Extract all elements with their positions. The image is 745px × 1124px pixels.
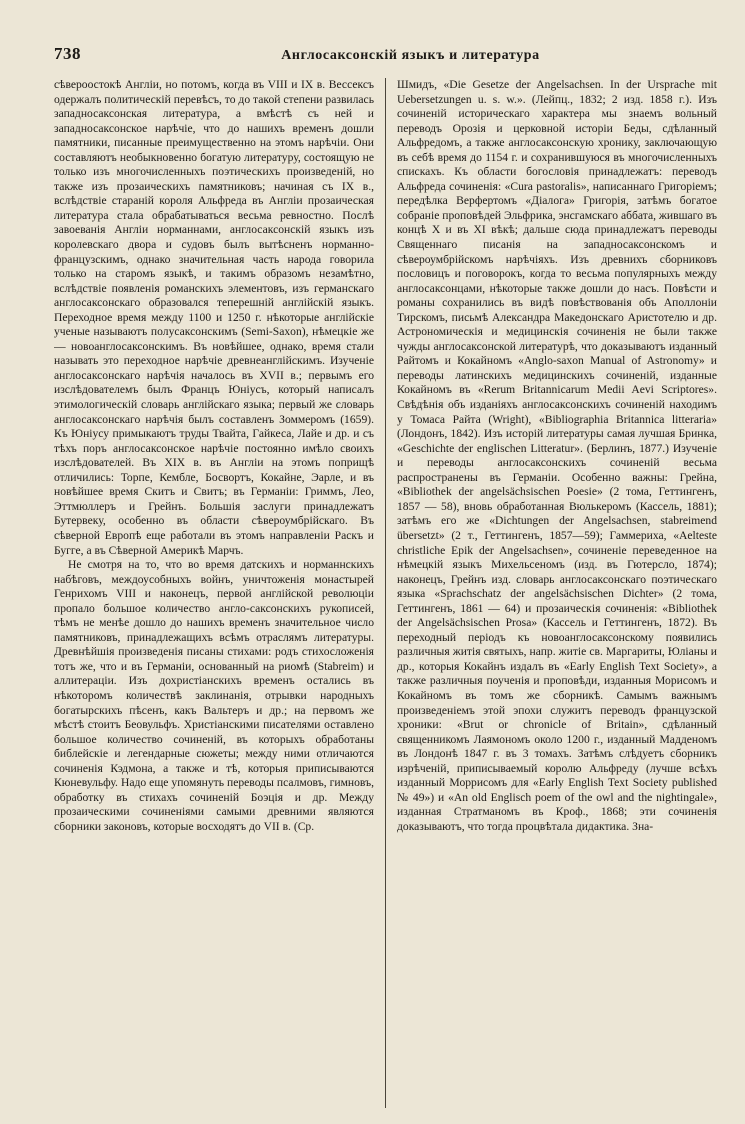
paragraph: сѣвероостокѣ Англіи, но потомъ, когда въ VIII и IX в. Вессексъ одержалъ политическій перевѣсъ, то до такой степени развилась западносаксонская литература, а вмѣстѣ съ ней и западносаксонское нарѣчіе, что до нашихъ временъ дошли памятники, писанные преимущественно на этомъ нарѣчіи. Они составляютъ необыкновенно богатую литературу, состоящую не только изъ многочисленныхъ поэтическихъ произведеній, но также изъ прозаическихъ памятниковъ; начиная съ IX в., вслѣдствіе стараній короля Альфреда въ Англіи прозаическая литература стала обрабатываться весьма ревностно. Послѣ завоеванія Англіи норманнами, англосаксонскій языкъ изъ королевскаго двора и судовъ былъ вытѣсненъ норманно-французскимъ, однако значительная часть народа говорила только на старомъ языкѣ, и такимъ образомъ незамѣтно, вслѣдствіе появленія романскихъ элементовъ, изъ германскаго англосаксонскаго образовался теперешній англійскій языкъ. Переходное время между 1100 и 1250 г. нѣкоторые англійскіе ученые называютъ полусаксонскимъ (Semi-Saxon), нѣмецкіе же — новоанглосаксонскимъ. Въ новѣйшее, однако, время стали называть это переходное нарѣчіе древнеанглійскимъ. Изученіе англосаксонскаго нарѣчія началось въ XVII в.; первымъ его изслѣдователемъ былъ Францъ Юніусъ, который написалъ этимологическій словарь англійскаго языка; первый же словарь англосаксонскаго нарѣчія былъ составленъ Зоммеромъ (1659). Къ Юніусу примыкаютъ труды Твайта, Гайкеса, Лайе и др. и съ тѣхъ поръ англосаксонское нарѣчіе постоянно имѣло своихъ изслѣдователей. Въ XIX в. въ Англіи на этомъ поприщѣ отличились: Торпе, Кембле, Босвортъ, Кокайне, Эарле, и въ новѣйшее время Скитъ и Свитъ; въ Германіи: Гриммъ, Лео, Эттмюллеръ и Грейнъ. Большія заслуги принадлежатъ Бутервеку, особенно въ области сѣвероумбрійскаго. Въ сѣверной Европѣ еще работали въ этомъ направленіи Раскъ и Бугге, а въ Сѣверной Америкѣ Марчъ. bbox=[54, 78, 374, 557]
column-divider bbox=[385, 78, 386, 1108]
page-number: 738 bbox=[54, 44, 81, 63]
paragraph: Не смотря на то, что во время датскихъ и норманнскихъ набѣговъ, междоусобныхъ войнъ, уничтоженія монастырей Генрихомъ VIII и наконецъ, первой англійской революціи пропало большое количество англо-саксонскихъ рукописей, тѣмъ не менѣе дошло до нашихъ временъ значительное число памятниковъ, принадлежащихъ всѣмъ отраслямъ литературы. Древнѣйшія произведенія писаны стихами: родъ стихосложенія тотъ же, что и въ Германіи, основанный на риомѣ (Stabreim) и аллитераціи. Изъ дохристіанскихъ временъ остались въ нѣкоторомъ количествѣ заклинанія, отрывки народныхъ богатырскихъ пѣсенъ, какъ Вальтеръ и др.; на первомъ же мѣстѣ стоитъ Беовульфъ. Христіанскими писателями оставлено большое количество сочиненій, въ которыхъ обработаны библейскіе и легендарные сюжеты; между ними отличаются сочиненія Кэдмона, а также и тѣ, которыя приписываются Кюневульфу. Надо еще упомянуть переводы псалмовъ, гимновъ, обработку въ стихахъ сочиненій Боэція и др. Между прозаическими сочиненіями самыми древними являются сборники законовъ, которые восходятъ до VII в. (Ср. bbox=[54, 558, 374, 833]
right-column bbox=[397, 78, 717, 1118]
left-column bbox=[54, 78, 374, 1118]
paragraph: Шмидъ, «Die Gesetze der Angelsachsen. In der Ursprache mit Uebersetzungen u. s. w.». (Лейпц., 1832; 2 изд. 1858 г.). Изъ сочиненій историческаго характера мы знаемъ вольный переводъ Орозія и церковной исторіи Беды, сдѣланный Альфредомъ, а также англосаксонскую хронику, заключающую въ себѣ время до 1154 г. и сохранившуюся въ многочисленныхъ спискахъ. Къ области богословія принадлежатъ: переводъ Альфреда сочиненія: «Cura pastoralis», написаннаго Григоріемъ; передѣлка Верфертомъ «Діалога» Григорія, затѣмъ богатое собраніе проповѣдей Эльфрика, энсгамскаго аббата, жившаго въ концѣ X и въ XI вѣкѣ; дальше сюда принадлежатъ переводы Священнаго писанія на западносаксонскомъ и сѣвероумбрійскомъ нарѣчіяхъ. Изъ древнихъ сборниковъ пословицъ и поговорокъ, когда то весьма популярныхъ между англосаксонцами, нѣкоторые также дошли до насъ. Повѣсти и романы сохранились въ видѣ повѣствованія объ Аполлоніи Тирскомъ, письмѣ Александра Македонскаго Аристотелю и др. Астрономическія и медицинскія сочиненія не были также чужды англосаксонской литературѣ, что доказываютъ изданный Райтомъ и Кокайномъ «Anglo-saxon Manual of Astronomy» и переводы латинскихъ медицинскихъ сочиненій, изданные Кокайномъ въ «Rerum Britannicarum Medii Aevi Scriptores». Свѣдѣнія объ изданіяхъ англосаксонскихъ сочиненій находимъ у Томаса Райта (Wright), «Bibliographia Britannica litteraria» (Лондонъ, 1842). Изъ исторій литературы самая лучшая Бринка, «Geschichte der englischen Litteratur». (Берлинъ, 1877.) Изученіе и переводы англосаксонскихъ сочиненій весьма распространены въ Германіи. Особенно важны: Грейна, «Bibliothek der angelsächsischen Poesie» (2 тома, Геттингенъ, 1857 — 58), вновь обработанная Вюлькеромъ (Кассель, 1881); затѣмъ его же «Dichtungen der Angelsachsen, stabreimend übersetzt» (2 т., Геттингенъ, 1857—59); Гаммериха, «Aelteste christliche Epik der Angelsachsen», сочиненіе переведенное на нѣмецкій языкъ Михельсеномъ (изд. въ Гютерсло, 1874); наконецъ, Грейнъ изд. словарь англосаксонскаго поэтическаго языка «Sprachschatz der angelsächsischen Dichter» (2 тома, Геттингенъ, 1861 — 64) и прозаическія сочиненія: «Bibliothek der Angelsächsischen Prosa» (Кассель и Геттингенъ, 1872). Въ переходный періодъ къ новоанглосаксонскому появились различныя житія святыхъ, напр. житіе св. Маргариты, Юліаны и др., которыя Кокайнъ издалъ въ «Early English Text Society», а также различныя поученія и проповѣди, изданныя Морисомъ и Кокайномъ въ томъ же сборникѣ. Самымъ важнымъ произведеніемъ этой эпохи служитъ переводъ французской хроники: «Brut or chronicle of Britain», сдѣланный священникомъ Лаямономъ около 1200 г., изданный Мадденомъ въ Лондонѣ 1847 г. въ 3 томахъ. Затѣмъ слѣдуетъ сборникъ изрѣченій, приписываемый королю Альфреду (лучше всѣхъ изданный Моррисомъ для «Early English Text Society published № 49») и «An old Englisch poem of the owl and the nightingale», изданная Стратманомъ въ Кроф., 1868; эти сочиненія доказываютъ, что тогда процвѣтала дидактика. Зна- bbox=[397, 78, 717, 833]
page-header bbox=[54, 44, 717, 72]
text-columns bbox=[54, 78, 717, 1118]
running-title: Англосаксонскій языкъ и литература bbox=[281, 48, 540, 63]
